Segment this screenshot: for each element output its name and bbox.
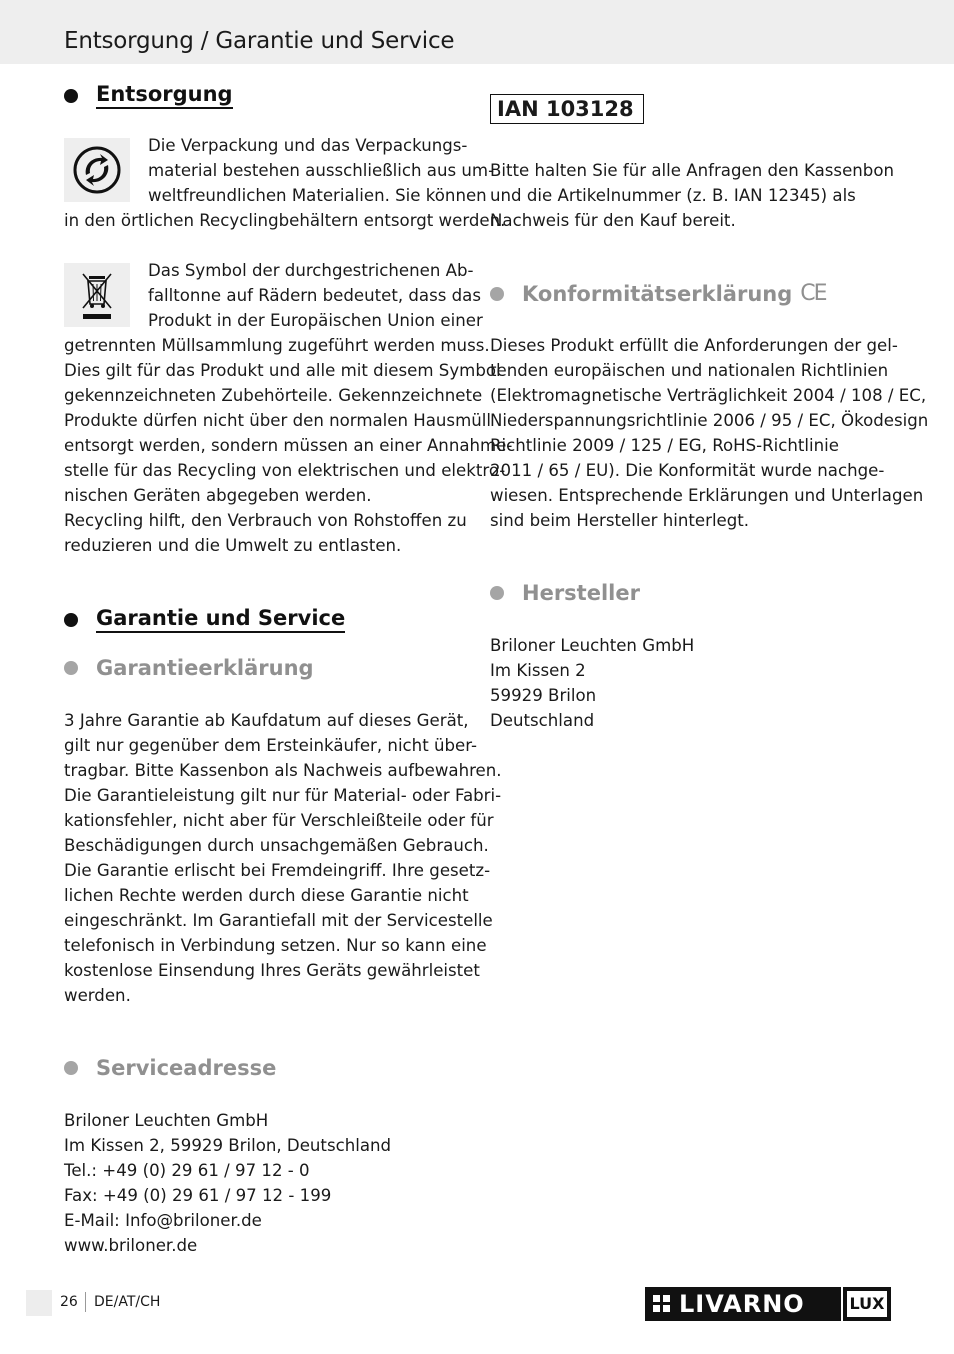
bullet-icon	[64, 89, 78, 103]
entsorgung-paragraph-1-cont: in den örtlichen Recyclingbehältern entsorgt werden.	[64, 211, 506, 230]
bullet-icon	[490, 287, 504, 301]
logo-grid-icon	[653, 1295, 671, 1313]
entsorgung-paragraph-2: Das Symbol der durchgestrichenen Ab- falltonne auf Rädern bedeutet, dass das Produkt in der Europäischen Union einer	[148, 261, 483, 330]
ce-mark-icon: CE	[800, 281, 826, 306]
service-fax-row: Fax: +49 (0) 29 61 / 97 12 - 199	[64, 1186, 332, 1205]
service-address: Briloner Leuchten GmbH Im Kissen 2, 59929 Brilon, Deutschland Tel.: +49 (0) 29 61 / 97 12 - 0 Fax: +49 (0) 29 61 / 97 12 - 199 E-Mail: Info@briloner.de www.briloner.de	[64, 1108, 391, 1258]
email-link[interactable]: Info@briloner.de	[125, 1211, 262, 1230]
sub-heading-konformitaet: Konformitätserklärung CE	[490, 281, 826, 306]
section-heading-entsorgung: Entsorgung	[64, 82, 233, 109]
service-tel-row: Tel.: +49 (0) 29 61 / 97 12 - 0	[64, 1161, 310, 1180]
logo-lux: LUX	[843, 1287, 891, 1321]
website-link[interactable]: www.briloner.de	[64, 1236, 198, 1255]
sub-heading-garantieerklaerung: Garantieerklärung	[64, 656, 314, 680]
page-number: 26	[60, 1294, 78, 1310]
sub-heading-hersteller: Hersteller	[490, 581, 640, 605]
bullet-icon	[490, 586, 504, 600]
footer-divider	[85, 1292, 86, 1312]
crossed-bin-icon	[64, 263, 130, 327]
page-header	[0, 0, 954, 64]
page-title: Entsorgung / Garantie und Service	[64, 28, 455, 54]
logo-main: LIVARNO	[645, 1287, 841, 1321]
entsorgung-paragraph-1: Die Verpackung und das Verpackungs- material bestehen ausschließlich aus um- weltfreundlichen Materialien. Sie können	[148, 136, 495, 205]
bullet-icon	[64, 1061, 78, 1075]
service-email-row: E-Mail: Info@briloner.de	[64, 1211, 262, 1230]
footer-language: DE/AT/CH	[94, 1294, 161, 1310]
garantie-paragraph: 3 Jahre Garantie ab Kaufdatum auf dieses Gerät, gilt nur gegenüber dem Ersteinkäufer, nicht über- tragbar. Bitte Kassenbon als Nachweis aufbewahren. Die Garantieleistung gilt nur für Material- oder Fabri- kationsfehler, nicht aber für Verschleißteile oder für Beschädigungen durch unsachgemäßen Gebrauch. Die Garantie erlischt bei Fremdeingriff. Ihre gesetz- lichen Rechte werden durch diese Garantie nicht eingeschränkt. Im Garantiefall mit der Servicestelle telefonisch in Verbindung setzen. Nur so kann eine kostenlose Einsendung Ihres Geräts gewährleistet werden.	[64, 711, 502, 1005]
sub-heading-serviceadresse: Serviceadresse	[64, 1056, 276, 1080]
bullet-icon	[64, 613, 78, 627]
konformitaet-paragraph: Dieses Produkt erfüllt die Anforderungen der gel- tenden europäischen und nationalen Richtlinien (Elektromagnetische Verträglichkeit 2004 / 108 / EC, Niederspannungsrichtlinie 2006 / 95 / EC, Ökodesign Richtlinie 2009 / 125 / EG, RoHS-Richtlinie 2011 / 65 / EU). Die Konformität wurde nachge- wiesen. Entsprechende Erklärungen und Unterlagen sind beim Hersteller hinterlegt.	[490, 336, 929, 530]
entsorgung-paragraph-2-cont: getrennten Müllsammlung zugeführt werden muss. Dies gilt für das Produkt und alle mit diesem Symbol gekennzeichneten Zubehörteile. Gekennzeichnete Produkte dürfen nicht über den normalen Hausmüll entsorgt werden, sondern müssen an einer Annahme- stelle für das Recycling von elektrischen und elektro- nischen Geräten abgegeben werden. Recycling hilft, den Verbrauch von Rohstoffen zu reduzieren und die Umwelt zu entlasten.	[64, 336, 513, 555]
bullet-icon	[64, 661, 78, 675]
ian-paragraph: Bitte halten Sie für alle Anfragen den Kassenbon und die Artikelnummer (z. B. IAN 12345) als Nachweis für den Kauf bereit.	[490, 161, 894, 230]
footer-marker	[26, 1290, 52, 1316]
hersteller-address: Briloner Leuchten GmbH Im Kissen 2 59929 Brilon Deutschland	[490, 636, 695, 730]
section-heading-garantie: Garantie und Service	[64, 606, 345, 633]
livarno-logo	[645, 1287, 891, 1321]
recycling-icon	[64, 138, 130, 202]
ian-box: IAN 103128	[490, 94, 644, 124]
